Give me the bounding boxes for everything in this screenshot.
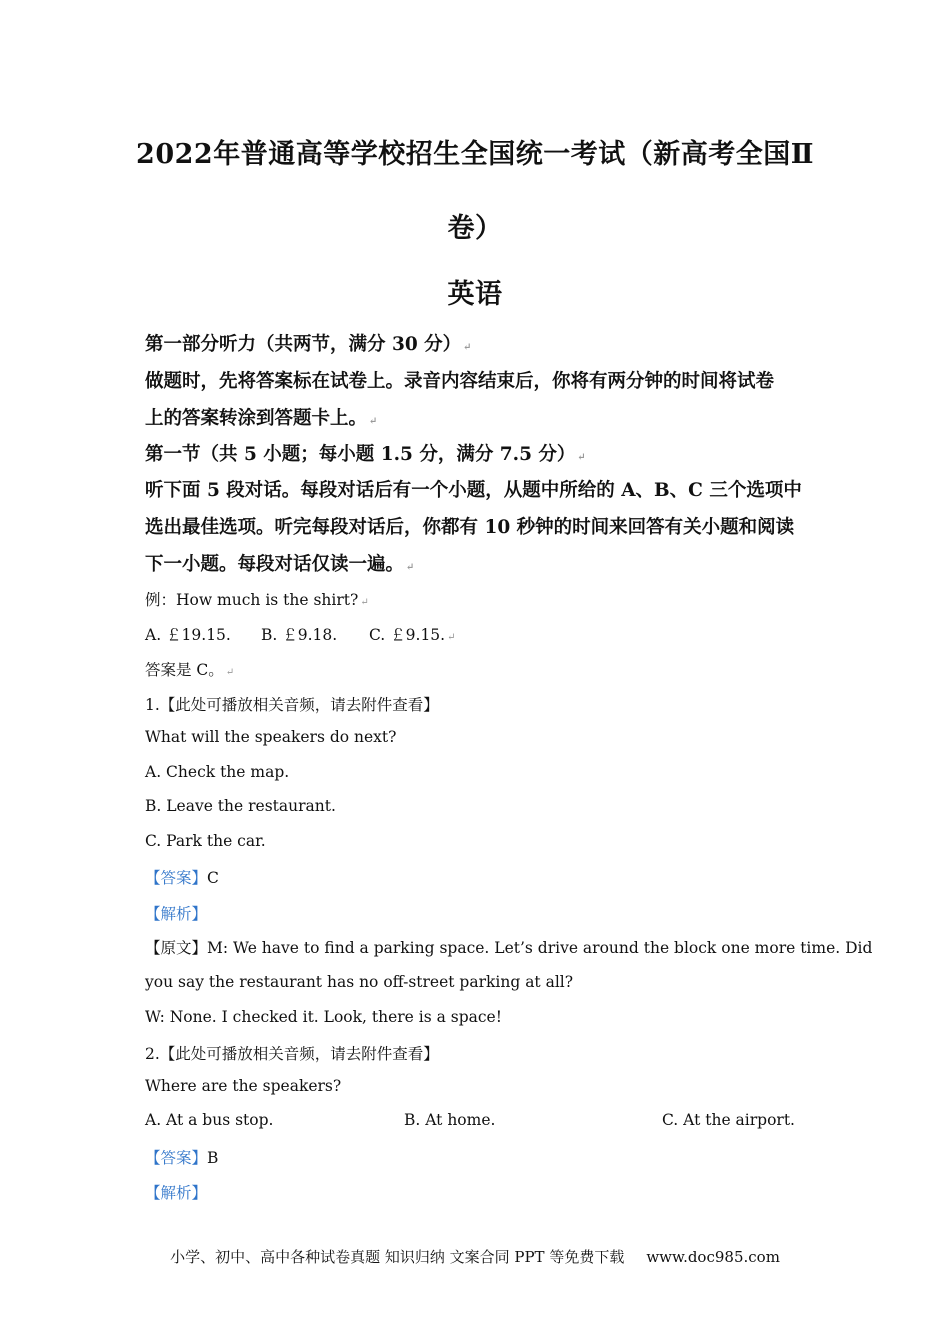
example-answer: 答案是 C。 ↵ — [145, 661, 235, 679]
q1-answer: 【答案】C — [145, 869, 219, 887]
q1-original-line1: 【原文】M: We have to find a parking space. Let’s drive around the block one more time. Did — [145, 939, 873, 957]
example-question: 例：How much is the shirt? ↵ — [145, 591, 369, 609]
exam-title-line1: 2022年普通高等学校招生全国统一考试（新高考全国Ⅱ — [136, 139, 814, 170]
q1-question: What will the speakers do next? — [145, 728, 397, 746]
q1-original-line3: W: None. I checked it. Look, there is a space! — [145, 1008, 502, 1026]
q2-option-c: C. At the airport. — [662, 1111, 795, 1129]
footer-text: 小学、初中、高中各种试卷真题 知识归纳 文案合同 PPT 等免费下载 — [170, 1248, 625, 1266]
q2-analysis-label: 【解析】 — [145, 1184, 208, 1202]
directions-line2: 选出最佳选项。听完每段对话后，你都有 10 秒钟的时间来回答有关小题和阅读 — [145, 517, 795, 538]
q1-option-b: B. Leave the restaurant. — [145, 797, 336, 815]
q1-original-line2: you say the restaurant has no off-street parking at all? — [145, 973, 574, 991]
answer-label: 【答案】 — [145, 869, 208, 887]
footer-url[interactable]: www.doc985.com — [646, 1248, 780, 1266]
subject-title: 英语 — [447, 279, 503, 310]
q1-option-a: A. Check the map. — [145, 763, 290, 781]
q2-audio-header[interactable]: 2.【此处可播放相关音频，请去附件查看】 — [145, 1045, 439, 1063]
section1-heading: 第一节（共 5 小题；每小题 1.5 分，满分 7.5 分） ↵ — [145, 444, 586, 465]
page-footer — [0, 1246, 950, 1267]
example-option-b: B. ￡9.18. — [261, 626, 338, 644]
q2-question: Where are the speakers? — [145, 1077, 342, 1095]
q2-option-b: B. At home. — [404, 1111, 496, 1129]
part1-heading: 第一部分听力（共两节，满分 30 分） ↵ — [145, 334, 472, 355]
instruction-line2: 上的答案转涂到答题卡上。 ↵ — [145, 408, 378, 429]
directions-line3: 下一小题。每段对话仅读一遍。 ↵ — [145, 554, 415, 575]
example-option-c: C. ￡9.15. ↵ — [369, 626, 456, 644]
directions-line1: 听下面 5 段对话。每段对话后有一个小题，从题中所给的 A、B、C 三个选项中 — [145, 480, 802, 501]
example-option-a: A. ￡19.15. — [145, 626, 231, 644]
q2-option-a: A. At a bus stop. — [145, 1111, 274, 1129]
q1-analysis-label: 【解析】 — [145, 905, 208, 923]
q1-option-c: C. Park the car. — [145, 832, 266, 850]
q2-answer: 【答案】B — [145, 1149, 219, 1167]
q1-audio-header[interactable]: 1.【此处可播放相关音频，请去附件查看】 — [145, 696, 439, 714]
exam-title-line2: 卷） — [447, 213, 503, 244]
answer-label: 【答案】 — [145, 1149, 208, 1167]
instruction-line1: 做题时，先将答案标在试卷上。录音内容结束后，你将有两分钟的时间将试卷 — [145, 371, 775, 392]
